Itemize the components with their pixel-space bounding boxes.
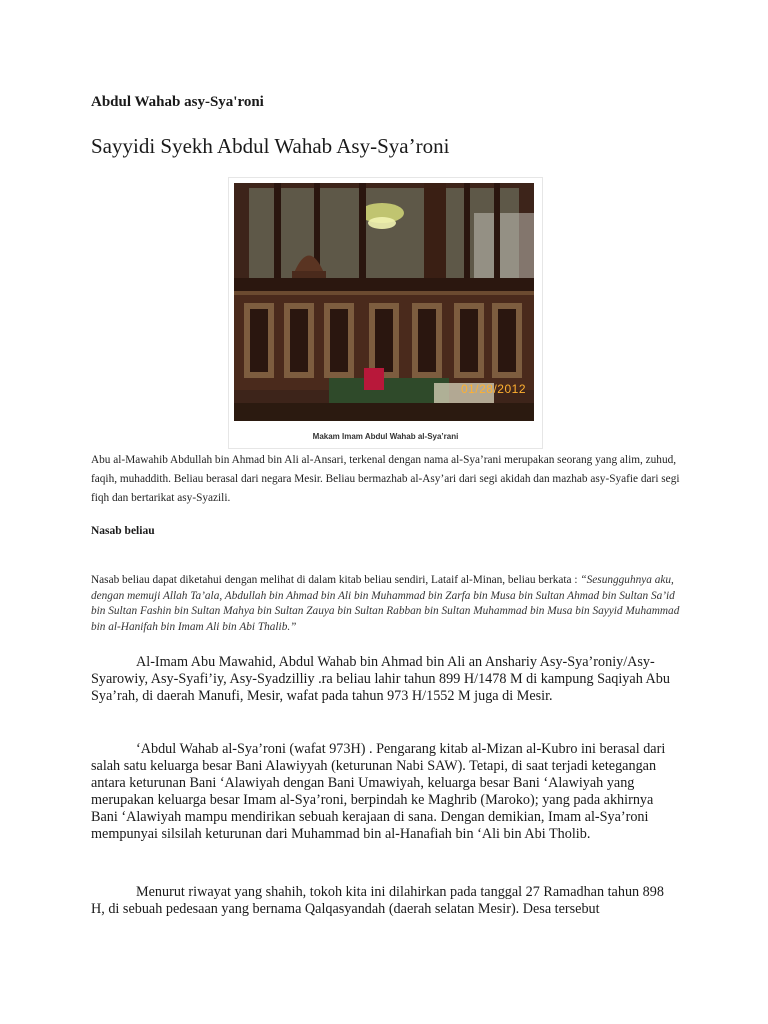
figure-caption: Makam Imam Abdul Wahab al-Sya’rani (312, 432, 459, 441)
shrine-figure (228, 177, 543, 449)
intro-paragraph: Abu al-Mawahib Abdullah bin Ahmad bin Ali al-Ansari, terkenal dengan nama al-Sya’rani merupakan seorang yang alim, zuhud, faqih, muhaddith. Beliau berasal dari negara Mesir. Beliau bermazhab al-Asy’ari dari segi akidah dan mazhab asy-Syafie dari segi fiqh dan bertarikat asy-Syazili. (91, 454, 680, 504)
page-title: Sayyidi Syekh Abdul Wahab Asy-Sya’roni (91, 134, 450, 158)
body-paragraph-1: Al-Imam Abu Mawahid, Abdul Wahab bin Ahmad bin Ali an Anshariy Asy-Sya’roniy/Asy-Syarowiy, Asy-Syafi’iy, Asy-Syadzilliy .ra beliau lahir tahun 899 H/1478 M di kampung Saqiyah Abu Sya’rah, di daerah Manufi, Mesir, wafat pada tahun 973 H/1552 M juga di Mesir. (91, 654, 670, 704)
nasab-text: Nasab beliau dapat diketahui dengan melihat di dalam kitab beliau sendiri, Lataif al-Minan, beliau berkata : (91, 574, 581, 586)
body-paragraph-3: Menurut riwayat yang shahih, tokoh kita ini dilahirkan pada tanggal 27 Ramadhan tahun 898 H, di sebuah pedesaan yang bernama Qalqasyandah (daerah selatan Mesir). Desa tersebut (91, 884, 664, 917)
document-subtitle: Abdul Wahab asy-Sya'roni (91, 94, 264, 110)
nasab-paragraph (91, 573, 691, 635)
photo-date-stamp: 01/28/2012 (460, 382, 526, 396)
nasab-quote: “Sesungguhnya aku, dengan memuji Allah Ta’ala, Abdullah bin Ahmad bin Ali bin Muhammad bin Zarfa bin Musa bin Sultan Ahmad bin Sultan Sa’id bin Sultan Fashin bin Sultan Mahya bin Sultan Zauya bin Sultan Rabban bin Sultan Muhammad bin Musa bin Sayyid Muhammad bin al-Hanifah bin Imam Ali bin Abi Thalib.” (91, 574, 680, 633)
shrine-photo (234, 183, 534, 421)
body-paragraph-2: ‘Abdul Wahab al-Sya’roni (wafat 973H) . Pengarang kitab al-Mizan al-Kubro ini berasal dari salah satu keluarga besar Bani Alawiyyah (keturunan Nabi SAW). Tetapi, di saat terjadi ketegangan antara keturunan Bani ‘Alawiyah dengan Bani Umawiyah, keluarga besar Bani ‘Alawiyah yang merupakan keluarga besar Imam al-Sya’roni, berpindah ke Maghrib (Maroko); yang pada akhirnya Bani ‘Alawiyah mampu mendirikan sebuah kerajaan di sana. Dengan demikian, Imam al-Sya’roni mempunyai silsilah keturunan dari Muhammad bin al-Hanafiah bin ‘Ali bin Abi Tholib. (91, 741, 666, 842)
section-heading-nasab: Nasab beliau (91, 525, 155, 537)
